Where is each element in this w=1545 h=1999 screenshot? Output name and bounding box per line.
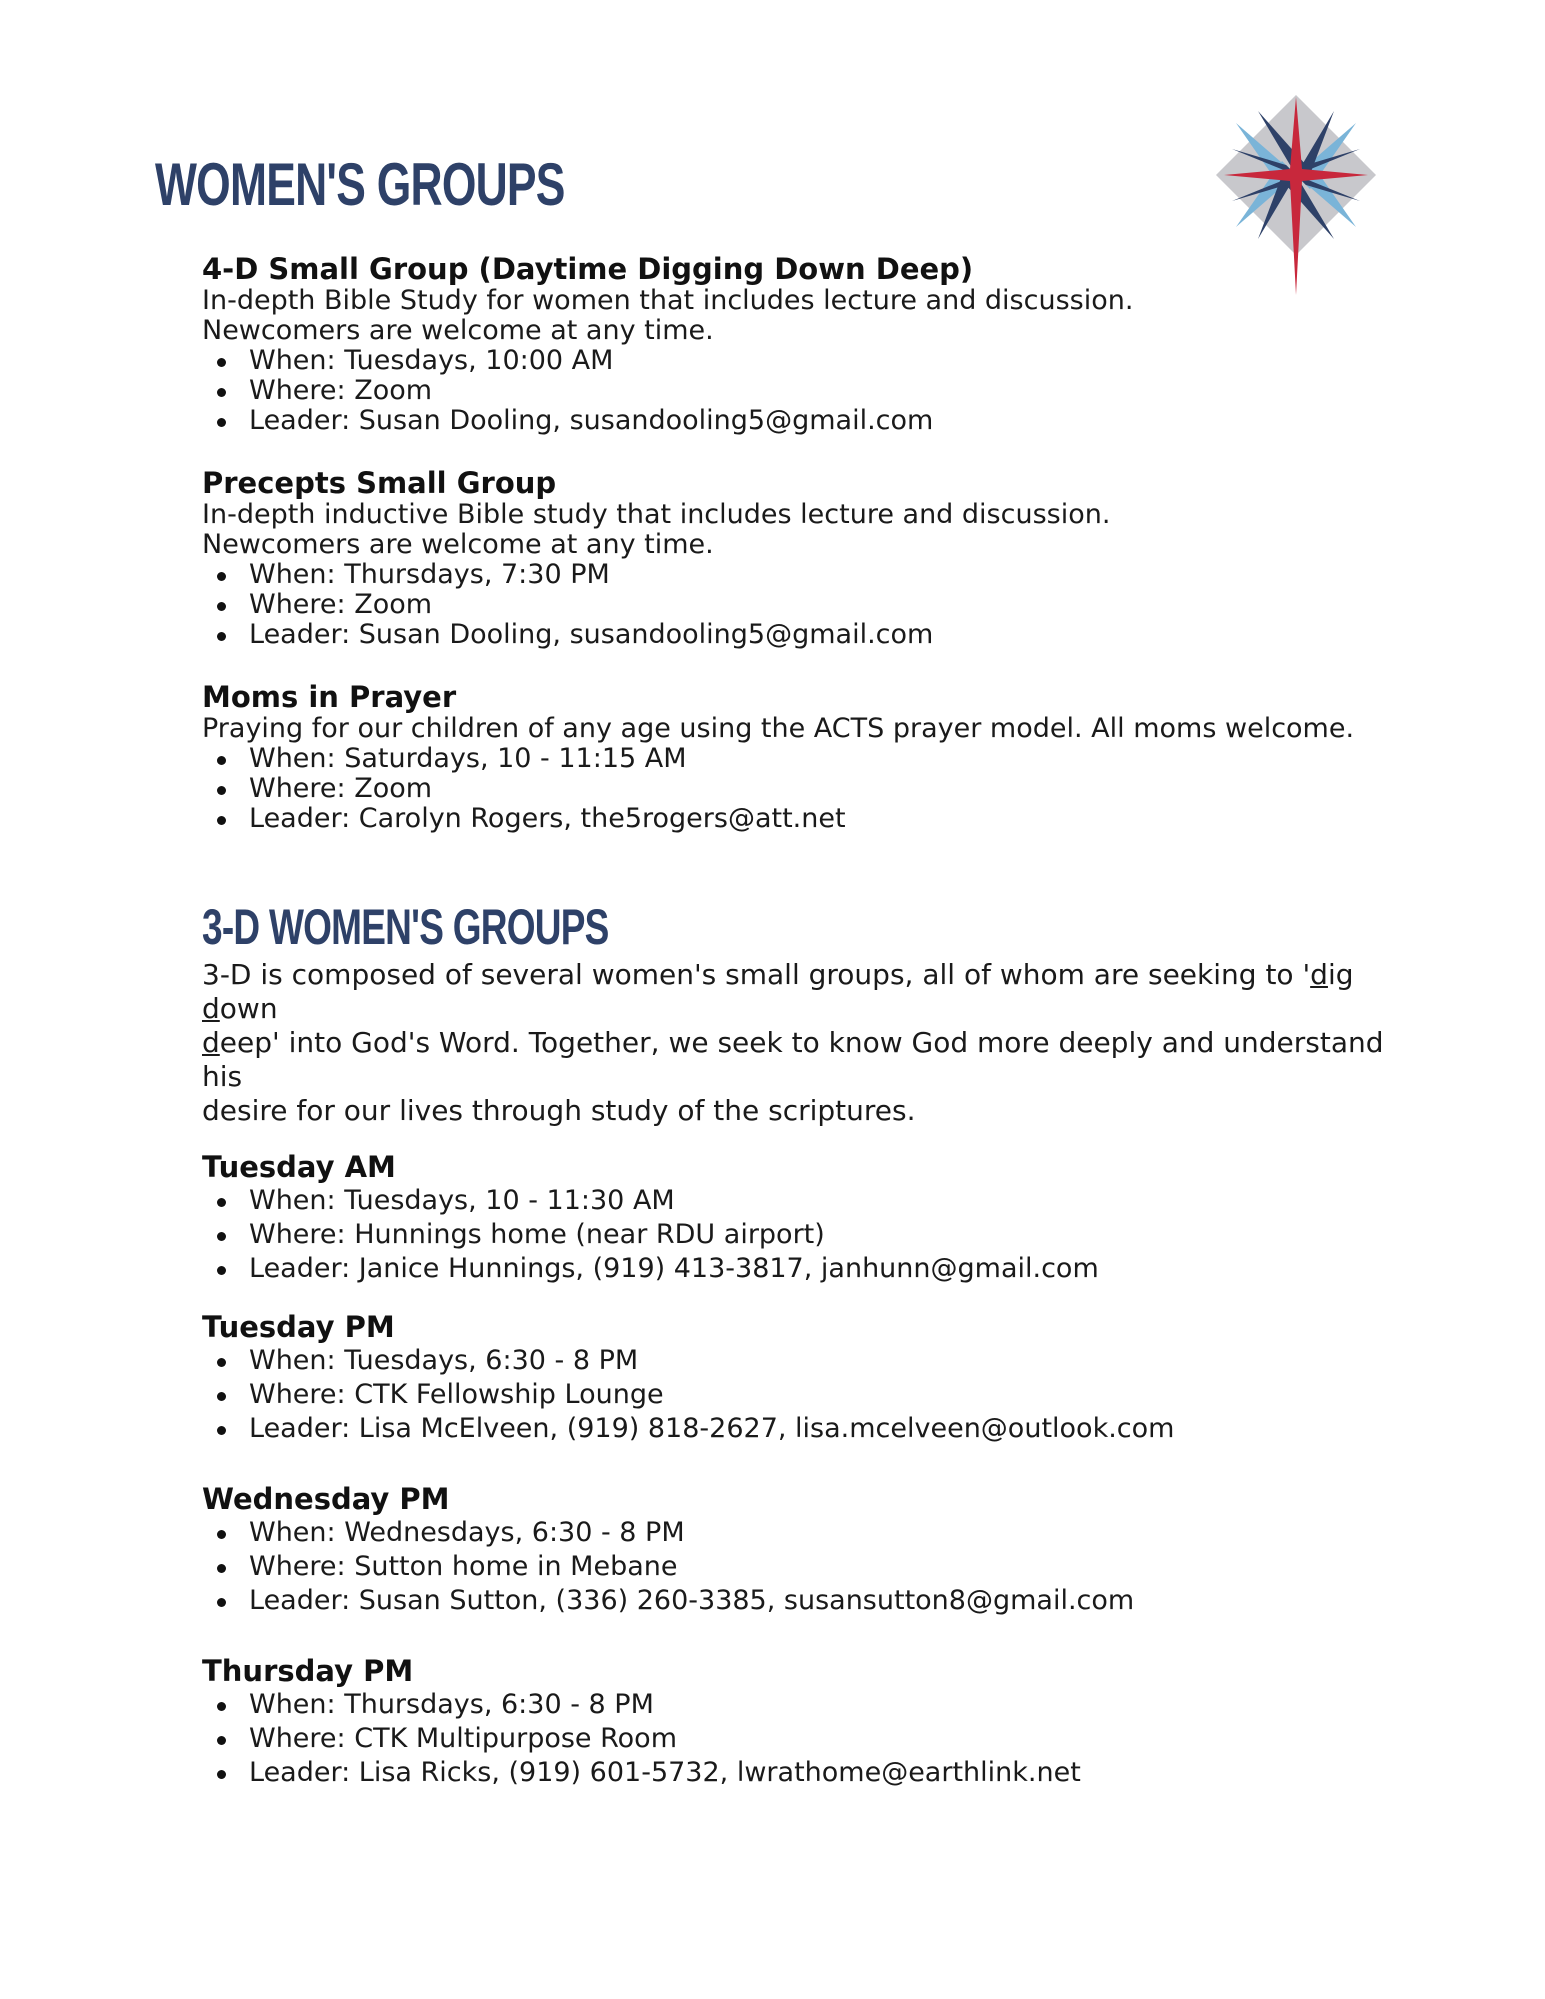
list-item: Where: CTK Fellowship Lounge — [202, 1378, 1402, 1412]
list-item: When: Tuesdays, 10 - 11:30 AM — [202, 1184, 1402, 1218]
list-item: Leader: Lisa McElveen, (919) 818-2627, lisa.mcelveen@outlook.com — [202, 1412, 1402, 1446]
group-details — [202, 346, 1402, 436]
group-description: Praying for our children of any age using the ACTS prayer model. All moms welcome. — [202, 713, 1355, 744]
group-4d — [202, 252, 1402, 436]
group-description: Newcomers are welcome at any time. — [202, 315, 714, 346]
group-moms-in-prayer — [202, 680, 1402, 834]
group-title: Moms in Prayer — [202, 680, 457, 714]
group-title: Precepts Small Group — [202, 466, 557, 500]
list-item: Where: Sutton home in Mebane — [202, 1550, 1402, 1584]
group-title: Wednesday PM — [202, 1482, 450, 1516]
list-item: When: Wednesdays, 6:30 - 8 PM — [202, 1516, 1402, 1550]
list-item: Where: Hunnings home (near RDU airport) — [202, 1218, 1402, 1252]
group-details — [202, 560, 1402, 650]
list-item: Where: Zoom — [202, 590, 1402, 620]
group-tuesday-am — [202, 1150, 1402, 1286]
section-title: 3-D WOMEN'S GROUPS — [202, 899, 609, 955]
list-item: Leader: Susan Dooling, susandooling5@gmail.com — [202, 406, 1402, 436]
group-details — [202, 1184, 1402, 1286]
group-description: Newcomers are welcome at any time. — [202, 529, 714, 560]
list-item: Where: CTK Multipurpose Room — [202, 1722, 1402, 1756]
womens-groups-list — [202, 252, 1402, 834]
three-d-groups — [202, 958, 1402, 1790]
group-title: Tuesday AM — [202, 1150, 396, 1184]
list-item: Leader: Lisa Ricks, (919) 601-5732, lwrathome@earthlink.net — [202, 1756, 1402, 1790]
list-item: Leader: Susan Sutton, (336) 260-3385, susansutton8@gmail.com — [202, 1584, 1402, 1618]
group-title: 4-D Small Group (Daytime Digging Down Deep) — [202, 252, 974, 286]
list-item: Where: Zoom — [202, 376, 1402, 406]
group-description: In-depth Bible Study for women that includes lecture and discussion. — [202, 285, 1134, 316]
list-item: When: Tuesdays, 6:30 - 8 PM — [202, 1344, 1402, 1378]
group-title: Tuesday PM — [202, 1310, 395, 1344]
list-item: When: Thursdays, 6:30 - 8 PM — [202, 1688, 1402, 1722]
list-item: When: Thursdays, 7:30 PM — [202, 560, 1402, 590]
list-item: When: Saturdays, 10 - 11:15 AM — [202, 744, 1402, 774]
list-item: Leader: Susan Dooling, susandooling5@gmail.com — [202, 620, 1402, 650]
group-details — [202, 744, 1402, 834]
group-details — [202, 1344, 1402, 1446]
page-title: WOMEN'S GROUPS — [155, 151, 565, 218]
list-item: Leader: Janice Hunnings, (919) 413-3817, janhunn@gmail.com — [202, 1252, 1402, 1286]
group-wednesday-pm — [202, 1482, 1402, 1618]
group-precepts — [202, 466, 1402, 650]
group-description: In-depth inductive Bible study that includes lecture and discussion. — [202, 499, 1111, 530]
group-details — [202, 1516, 1402, 1618]
group-tuesday-pm — [202, 1310, 1402, 1446]
section-intro: 3-D is composed of several women's small groups, all of whom are seeking to 'dig down deep' into God's Word. Together, we seek to know God more deeply and understand his desire for our lives through study of the scriptures. — [202, 958, 1384, 1127]
group-title: Thursday PM — [202, 1654, 414, 1688]
list-item: Where: Zoom — [202, 774, 1402, 804]
list-item: Leader: Carolyn Rogers, the5rogers@att.net — [202, 804, 1402, 834]
list-item: When: Tuesdays, 10:00 AM — [202, 346, 1402, 376]
group-details — [202, 1688, 1402, 1790]
group-thursday-pm — [202, 1654, 1402, 1790]
